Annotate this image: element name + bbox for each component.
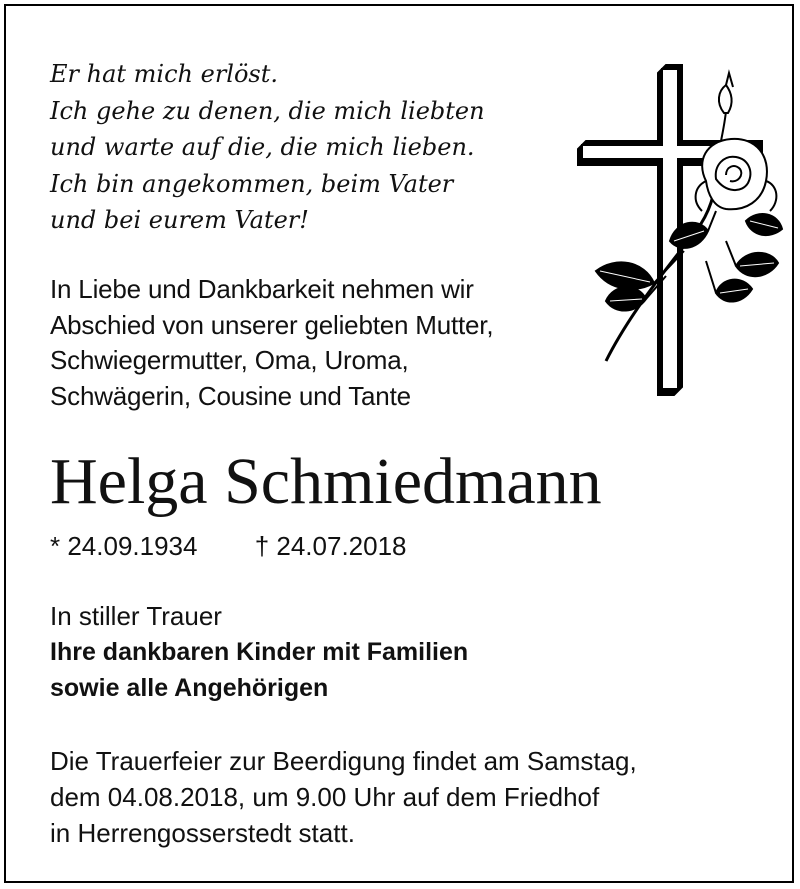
mourners-relatives: sowie alle Angehörigen [50, 674, 329, 702]
death-date: † 24.07.2018 [254, 531, 407, 561]
intro-line: Schwiegermutter, Oma, Uroma, [50, 345, 409, 375]
mourners-intro: In stiller Trauer [50, 601, 222, 631]
intro-text [50, 272, 493, 414]
poem-line: und bei eurem Vater! [50, 206, 309, 234]
intro-line: In Liebe und Dankbarkeit nehmen wir [50, 274, 474, 304]
service-line: in Herrengosserstedt statt. [50, 818, 355, 848]
poem-line: Ich bin angekommen, beim Vater [50, 169, 454, 198]
obituary-notice [4, 4, 794, 883]
poem [50, 56, 485, 239]
cross-with-rose-icon [566, 61, 796, 406]
poem-line: Er hat mich erlöst. [50, 60, 279, 88]
service-line: dem 04.08.2018, um 9.00 Uhr auf dem Friedhof [50, 782, 600, 812]
mourners-family: Ihre dankbaren Kinder mit Familien [50, 638, 469, 666]
service-details [50, 743, 637, 851]
poem-line: und warte auf die, die mich lieben. [50, 133, 475, 161]
poem-line: Ich gehe zu denen, die mich liebten [50, 96, 485, 125]
birth-date: * 24.09.1934 [50, 531, 198, 561]
mourners [50, 598, 468, 706]
service-line: Die Trauerfeier zur Beerdigung findet am Samstag, [50, 746, 637, 776]
intro-line: Schwägerin, Cousine und Tante [50, 380, 411, 411]
deceased-name: Helga Schmiedmann [50, 445, 602, 518]
intro-line: Abschied von unserer geliebten Mutter, [50, 309, 494, 340]
life-dates [50, 530, 407, 562]
